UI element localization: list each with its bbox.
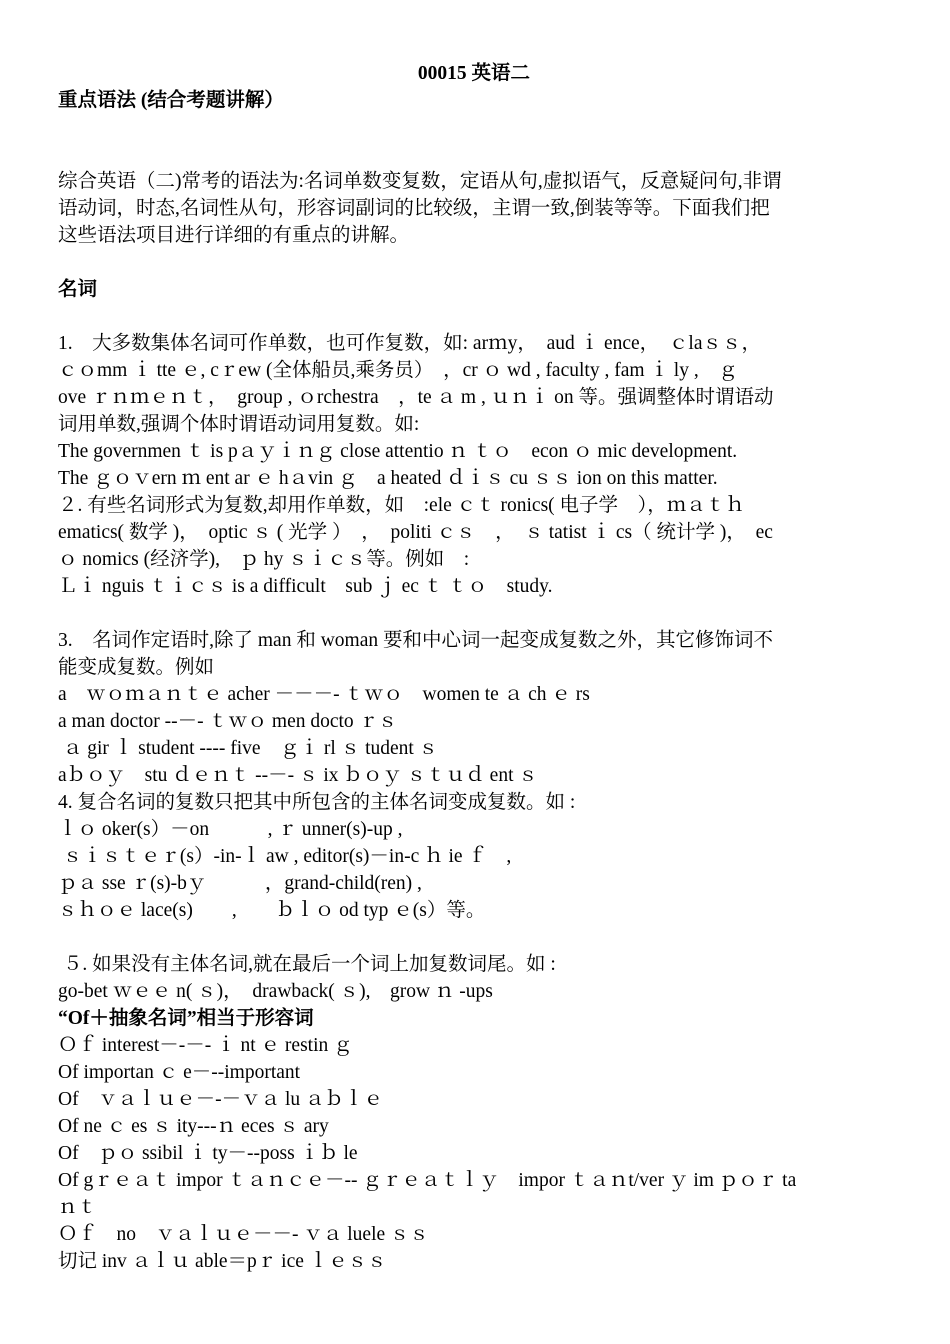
text-line: ｐａ sse ｒ(s)-bｙ ，grand-child(ren) , xyxy=(58,873,422,894)
text-line: ｃｏmm ｉ tte ｅ, cｒew (全体船员,乘务员） ，cr ｏ wd , faculty , fam ｉ ly , ｇ xyxy=(58,360,738,381)
text-line: Of ne ｃ es ｓ ity---ｎ eces ｓ ary xyxy=(58,1116,329,1137)
text-line: ２. 有些名词形式为复数,却用作单数，如 :ele ｃｔ ronics( 电子学 ），ｍａｔｈ xyxy=(58,495,745,516)
text-line: 切记 inv ａｌｕ able＝pｒ ice ｌｅｓｓ xyxy=(58,1251,387,1272)
text-line: Of ｖａｌｕｅ－-－ｖａ lu ａｂｌｅ xyxy=(58,1089,383,1110)
text-line: The ｇｏｖern ｍ ent ar ｅ hａvin ｇ a heated ｄｉｓ cu ｓｓ ion on this matter. xyxy=(58,468,718,489)
of-abstract-noun-examples xyxy=(58,1032,890,1275)
text-line: ｓｈｏｅ lace(s) , ｂｌｏ od typ ｅ(s）等。 xyxy=(58,900,486,921)
text-line: aｂｏｙ stu ｄｅｎｔ --－- ｓ ix ｂｏｙ ｓｔｕｄ ent ｓ xyxy=(58,765,538,786)
document-subtitle: 重点语法 (结合考题讲解） xyxy=(58,90,284,111)
text-line: Of importan ｃ e－--important xyxy=(58,1062,301,1083)
intro-paragraph xyxy=(58,168,890,249)
section-heading-noun: 名词 xyxy=(58,279,98,300)
text-line: 这些语法项目进行详细的有重点的讲解。 xyxy=(58,225,410,246)
text-line: The governmen ｔ is pａｙｉｎｇ close attentio ｎ ｔｏ econ ｏ mic development. xyxy=(58,441,738,462)
text-line: ａ gir ｌ student ---- five ｇｉ rl ｓ tudent ｓ xyxy=(58,738,439,759)
text-line: 词用单数,强调个体时谓语动词用复数。如: xyxy=(58,414,420,435)
noun-rules-3-4 xyxy=(58,627,890,924)
text-line: ematics( 数学 )， optic ｓ ( 光学 ） ， politi ｃｓ ， ｓ tatist ｉ cs（ 统计学 )， ec xyxy=(58,522,773,543)
text-line: 3. 名词作定语时,除了 man 和 woman 要和中心词一起变成复数之外，其它修饰词不 xyxy=(58,630,773,651)
text-line: 综合英语（二)常考的语法为:名词单数变复数，定语从句,虚拟语气，反意疑问句,非谓 xyxy=(58,171,782,192)
text-line: 4. 复合名词的复数只把其中所包含的主体名词变成复数。如 : xyxy=(58,792,576,813)
text-line: Of gｒｅａｔ impor ｔａｎｃｅ－-- ｇｒｅａｔｌｙ impor ｔａｎt/ver ｙ im ｐｏｒ ta xyxy=(58,1170,797,1191)
text-line: Ｌｉ nguis ｔｉｃｓ is a difficult sub ｊ ec ｔ ｔｏ study. xyxy=(58,576,553,597)
text-line: ove ｒｎｍｅｎｔ， group , ｏrchestra ，te ａ m , ｕｎｉ on 等。强调整体时谓语动 xyxy=(58,387,774,408)
text-line: 1. 大多数集体名词可作单数，也可作复数，如: arｍy， aud ｉ ence， ｃlaｓｓ， xyxy=(58,333,762,354)
text-line: ｓｉｓｔｅｒ(s）-in-ｌ aw , editor(s)－in-c ｈ ie ｆ , xyxy=(58,846,512,867)
text-line: Ｏｆ no ｖａｌｕｅ－－- ｖａ luele ｓｓ xyxy=(58,1224,430,1245)
text-line: a man doctor --－- ｔｗｏ men docto ｒｓ xyxy=(58,711,398,732)
section-heading-of-abstract-noun: “Of＋抽象名词”相当于形容词 xyxy=(58,1008,314,1029)
text-line: ５. 如果没有主体名词,就在最后一个词上加复数词尾。如 : xyxy=(58,954,556,975)
text-line: 语动词，时态,名词性从句，形容词副词的比较级，主谓一致,倒装等等。下面我们把 xyxy=(58,198,770,219)
text-line: 能变成复数。例如 xyxy=(58,657,215,678)
text-line: ｌｏ oker(s）－on , ｒ unner(s)-up , xyxy=(58,819,403,840)
text-line: Ｏｆ interest－-－- ｉ nt ｅ restin ｇ xyxy=(58,1035,353,1056)
text-line: go-bet ｗｅｅ n( ｓ)， drawback( ｓ), grow ｎ -ups xyxy=(58,981,493,1002)
text-line: a ｗｏｍａｎｔｅ acher －－－- ｔｗｏ women te ａ ch ｅ rs xyxy=(58,684,590,705)
text-line: Of ｐｏ ssibil ｉ ty－--poss ｉｂ le xyxy=(58,1143,358,1164)
noun-rules-1-2 xyxy=(58,330,890,600)
document-title: 00015 英语二 xyxy=(417,63,531,84)
text-line: ｏ nomics (经济学), ｐ hy ｓｉｃｓ等。例如 : xyxy=(58,549,470,570)
noun-rule-5 xyxy=(58,951,890,1005)
text-line: ｎｔ xyxy=(58,1197,98,1218)
